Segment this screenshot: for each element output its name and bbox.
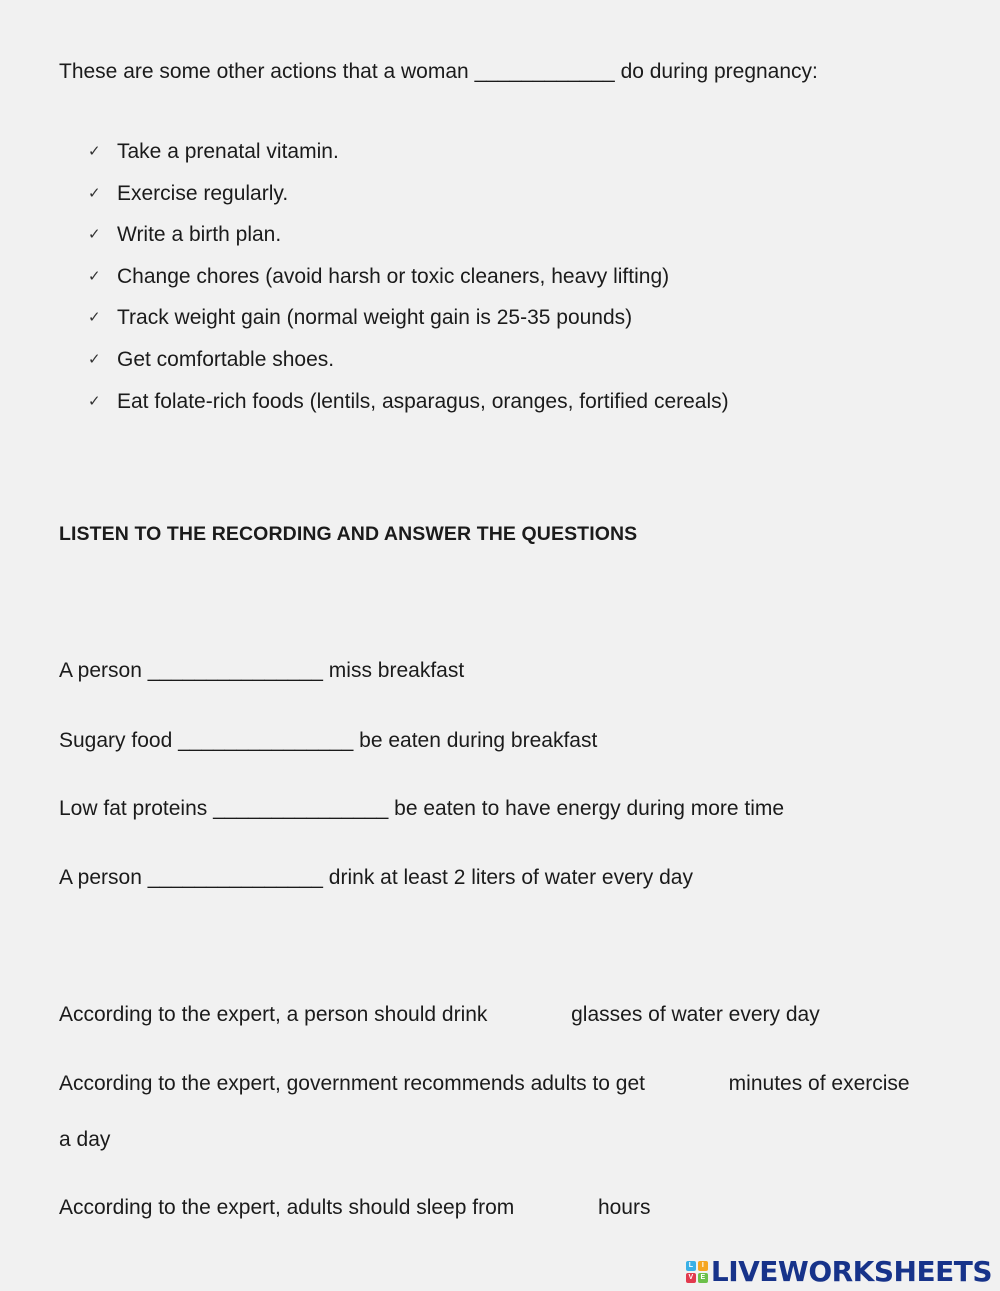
question-row xyxy=(59,866,693,890)
checkmark-icon: ✓ xyxy=(88,226,101,244)
question-text: glasses of water every day xyxy=(571,1003,820,1026)
logo-letter: V xyxy=(686,1273,696,1283)
checkmark-icon: ✓ xyxy=(88,267,101,285)
question-text: miss breakfast xyxy=(328,659,465,682)
question-text: Low fat proteins xyxy=(59,797,208,820)
question-text: A person xyxy=(59,659,142,682)
logo-brand-text: LIVEWORKSHEETS xyxy=(710,1255,992,1288)
list-item xyxy=(88,388,729,430)
intro-text-after: do during pregnancy: xyxy=(620,60,818,83)
answer-blank[interactable]: _______________ xyxy=(147,866,323,889)
question-text: According to the expert, government recommends adults to get xyxy=(59,1072,645,1095)
question-text: drink at least 2 liters of water every day xyxy=(328,866,693,889)
question-row xyxy=(59,729,597,753)
list-item-text: Change chores (avoid harsh or toxic cleaners, heavy lifting) xyxy=(117,264,670,288)
intro-text-before: These are some other actions that a woman xyxy=(59,60,469,83)
checkmark-icon: ✓ xyxy=(88,184,101,202)
checkmark-icon: ✓ xyxy=(88,143,101,160)
list-item xyxy=(88,263,729,305)
intro-blank[interactable]: ____________ xyxy=(474,60,615,83)
answer-blank[interactable]: _______________ xyxy=(178,729,354,752)
question-text: be eaten to have energy during more time xyxy=(394,797,785,820)
list-item-text: Write a birth plan. xyxy=(117,223,282,247)
list-item xyxy=(88,138,729,180)
intro-sentence xyxy=(59,60,818,84)
question-row xyxy=(59,1003,820,1027)
list-item-text: Track weight gain (normal weight gain is 25-35 pounds) xyxy=(117,306,633,330)
list-item-text: Exercise regularly. xyxy=(117,181,289,205)
pregnancy-checklist xyxy=(88,138,729,429)
logo-letter: L xyxy=(686,1261,696,1271)
question-text: hours xyxy=(597,1196,651,1219)
list-item-text: Get comfortable shoes. xyxy=(117,347,335,371)
list-item xyxy=(88,304,729,346)
answer-blank[interactable]: _______________ xyxy=(147,659,323,682)
question-row xyxy=(59,659,464,683)
liveworksheets-logo xyxy=(686,1255,992,1288)
list-item xyxy=(88,221,729,263)
checkmark-icon: ✓ xyxy=(88,392,101,410)
question-text: A person xyxy=(59,866,142,889)
checkmark-icon: ✓ xyxy=(88,350,101,368)
question-text: minutes of exercise xyxy=(728,1072,910,1095)
question-continuation: a day xyxy=(59,1128,111,1151)
section-heading: LISTEN TO THE RECORDING AND ANSWER THE QUESTIONS xyxy=(59,523,638,545)
list-item xyxy=(88,180,729,222)
list-item-text: Take a prenatal vitamin. xyxy=(117,140,339,163)
logo-letter: E xyxy=(698,1273,708,1283)
logo-icon xyxy=(686,1261,708,1283)
list-item xyxy=(88,346,729,388)
question-text: Sugary food xyxy=(59,729,173,752)
answer-blank[interactable]: _______________ xyxy=(213,797,389,820)
question-row xyxy=(59,1072,910,1096)
question-row xyxy=(59,797,784,821)
question-row xyxy=(59,1196,650,1220)
checkmark-icon: ✓ xyxy=(88,309,101,327)
question-text: be eaten during breakfast xyxy=(359,729,598,752)
logo-letter: I xyxy=(698,1261,708,1271)
question-text: According to the expert, a person should drink xyxy=(59,1003,488,1026)
list-item-text: Eat folate-rich foods (lentils, asparagus, oranges, fortified cereals) xyxy=(117,389,729,413)
question-text: According to the expert, adults should sleep from xyxy=(59,1196,515,1219)
